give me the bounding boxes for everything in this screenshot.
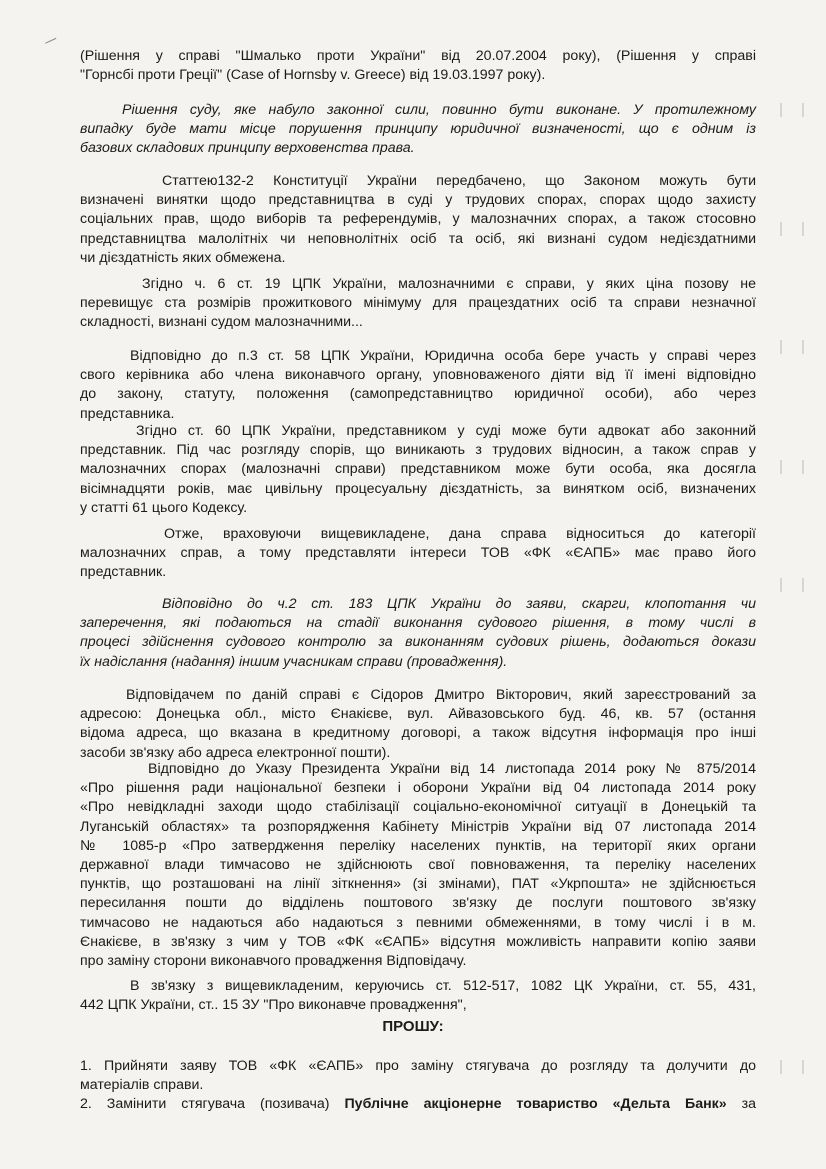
- text-line: складності, визнані судом малозначними...: [80, 314, 363, 331]
- margin-mark: [780, 460, 804, 474]
- paragraph-cpc-article-58: [80, 347, 756, 424]
- text-line: відома адреса, що вказана в кредитному договорі, а також відсутня інформація про інші: [80, 725, 756, 742]
- text-line: 1. Прийняти заяву ТОВ «ФК «ЄАПБ» про заміну стягувача до розгляду та долучити до: [80, 1058, 756, 1074]
- text-line: про заміну сторони виконавчого провадження Відповідачу.: [80, 953, 467, 970]
- margin-mark: [780, 578, 804, 592]
- text-line: «Про рішення ради національної безпеки і оборони України від 04 листопада 2014 року: [80, 780, 756, 797]
- margin-mark: [780, 1060, 804, 1074]
- text-line: Згідно ч. 6 ст. 19 ЦПК України, малозначними є справи, у яких ціна позову не: [142, 276, 756, 292]
- text-line: випадку буде мати місце порушення принципу юридичної визначеності, що є одним із: [80, 121, 756, 138]
- text-line: (Рішення у справі "Шмалько проти України" від 20.07.2004 року), (Рішення у справі: [80, 48, 756, 64]
- text-line: тимчасово не надаються або надаються з певними обмеженнями, в тому числі і в м.: [80, 914, 756, 931]
- text-line: Згідно ст. 60 ЦПК України, представником у суді може бути адвокат або законний: [136, 423, 756, 439]
- text-line: вісімнадцяти років, має цивільну процесуальну дієздатність, за винятком осіб, визначених: [80, 480, 756, 497]
- text-line: В зв'язку з вищевикладеним, керуючись ст. 512-517, 1082 ЦК України, ст. 55, 431,: [130, 978, 756, 994]
- paragraph-cpc-article-19: [80, 275, 756, 333]
- request-item-1: [80, 1057, 756, 1095]
- paragraph-constitution-article: [80, 172, 756, 268]
- text-line: державної влади тимчасово не здійснюють свої повноваження, та переліку населених: [80, 857, 756, 874]
- margin-mark: [780, 103, 804, 117]
- text-line: № 1085-р «Про затвердження переліку населених пунктів, на території яких органи: [80, 837, 756, 854]
- text-line: адресою: Донецька обл., місто Єнакієве, вул. Айвазовського буд. 46, кв. 57 (остання: [80, 706, 756, 723]
- text-line: визначені винятки щодо представництва в суді у трудових спорах, спорах щодо захисту: [80, 192, 756, 209]
- paragraph-defendant: [80, 686, 756, 763]
- text-line: малозначних справ, а тому представляти інтереси ТОВ «ФК «ЄАПБ» має право його: [80, 545, 756, 562]
- paragraph-conclusion: [80, 525, 756, 583]
- paragraph-rule-of-law: [80, 101, 756, 159]
- text-line: Статтею132-2 Конституції України передбачено, що Законом можуть бути: [162, 173, 756, 189]
- text-line: у статті 61 цього Кодексу.: [80, 499, 248, 516]
- text-line: перевищує ста розмірів прожиткового мінімуму для працездатних осіб та справи незначної: [80, 295, 756, 312]
- text-line: 442 ЦПК України, ст.. 15 ЗУ "Про виконавче провадження",: [80, 997, 467, 1014]
- pen-mark: [45, 38, 59, 49]
- text-line: «Про невідкладні заходи щодо стабілізації соціально-економічної ситуації в Донецькій та: [80, 799, 756, 816]
- text-line: Відповідно до Указу Президента України від 14 листопада 2014 року № 875/2014: [148, 761, 756, 777]
- text-line: соціальних прав, щодо виборів та референдумів, у малозначних спорах, а також стосовно: [80, 211, 756, 228]
- paragraph-cpc-article-183: [80, 595, 756, 672]
- paragraph-cpc-article-60: [80, 422, 756, 518]
- request-item-2-suffix: за: [726, 1096, 756, 1112]
- text-line: Рішення суду, яке набуло законної сили, повинно бути виконане. У протилежному: [122, 102, 756, 118]
- text-line: Відповідно до п.3 ст. 58 ЦПК України, Юридична особа бере участь у справі через: [130, 348, 756, 364]
- text-line: процесі здійснення судового контролю за виконанням судових рішень, додаються докази: [80, 634, 756, 651]
- text-line: Єнакієве, в зв'язку з чим у ТОВ «ФК «ЄАПБ» відсутня можливість направити копію заяви: [80, 933, 756, 950]
- paragraph-case-references: [80, 47, 756, 85]
- text-line: представника.: [80, 405, 175, 422]
- paragraph-presidential-decree: [80, 760, 756, 971]
- text-line: представник.: [80, 564, 167, 581]
- text-line: представник. Під час розгляду спорів, що виникають з трудових відносин, а також справ у: [80, 442, 756, 459]
- text-line: засоби зв'язку або адреса електронної пошти).: [80, 744, 391, 761]
- margin-mark: [780, 222, 804, 236]
- text-line: до закону, статуту, положення (самопредставництво юридичної особи), або через: [80, 386, 756, 403]
- paragraph-legal-basis: [80, 977, 756, 1015]
- text-line: матеріалів справи.: [80, 1077, 204, 1094]
- text-line: пунктів, що розташовані на лінії зіткнення» (зі змінами), ПАТ «Укрпошта» не здійснюється: [80, 876, 756, 893]
- request-item-2-bank: Публічне акціонерне товариство «Дельта Банк»: [344, 1096, 727, 1112]
- text-line: Луганській областях» та розпорядження Кабінету Міністрів України від 07 листопада 2014: [80, 818, 756, 835]
- text-line: представництва малолітніх чи неповнолітніх осіб та осіб, які визнані судом недієздатними: [80, 230, 756, 247]
- text-line: Отже, враховуючи вищевикладене, дана справа відноситься до категорії: [164, 526, 756, 542]
- request-item-2: [80, 1095, 756, 1114]
- text-line: заперечення, які подаються на стадії виконання судового рішення, в тому числі в: [80, 615, 756, 632]
- text-line: свого керівника або члена виконавчого органу, уповноваженого діяти від її імені відповідно: [80, 367, 756, 384]
- text-line: пересилання пошти до відділень поштового зв'язку де послуги поштового зв'язку: [80, 895, 756, 912]
- text-line: Відповідно до ч.2 ст. 183 ЦПК України до заяви, скарги, клопотання чи: [162, 596, 756, 612]
- text-line: базових складових принципу верховенства права.: [80, 140, 415, 157]
- text-line: малозначних спорах (малозначні справи) представником може бути особа, яка досягла: [80, 461, 756, 478]
- text-line: чи дієздатність яких обмежена.: [80, 249, 286, 266]
- request-item-2-prefix: 2. Замінити стягувача (позивача): [80, 1096, 345, 1112]
- text-line: їх надіслання (надання) іншим учасникам справи (провадження).: [80, 653, 508, 670]
- margin-mark: [780, 340, 804, 354]
- text-line: Відповідачем по даній справі є Сідоров Дмитро Вікторович, який зареєстрований за: [126, 687, 756, 703]
- text-line: "Горнсбі проти Греції" (Case of Hornsby v. Greece) від 19.03.1997 року).: [80, 67, 546, 84]
- request-heading: ПРОШУ:: [382, 1018, 444, 1035]
